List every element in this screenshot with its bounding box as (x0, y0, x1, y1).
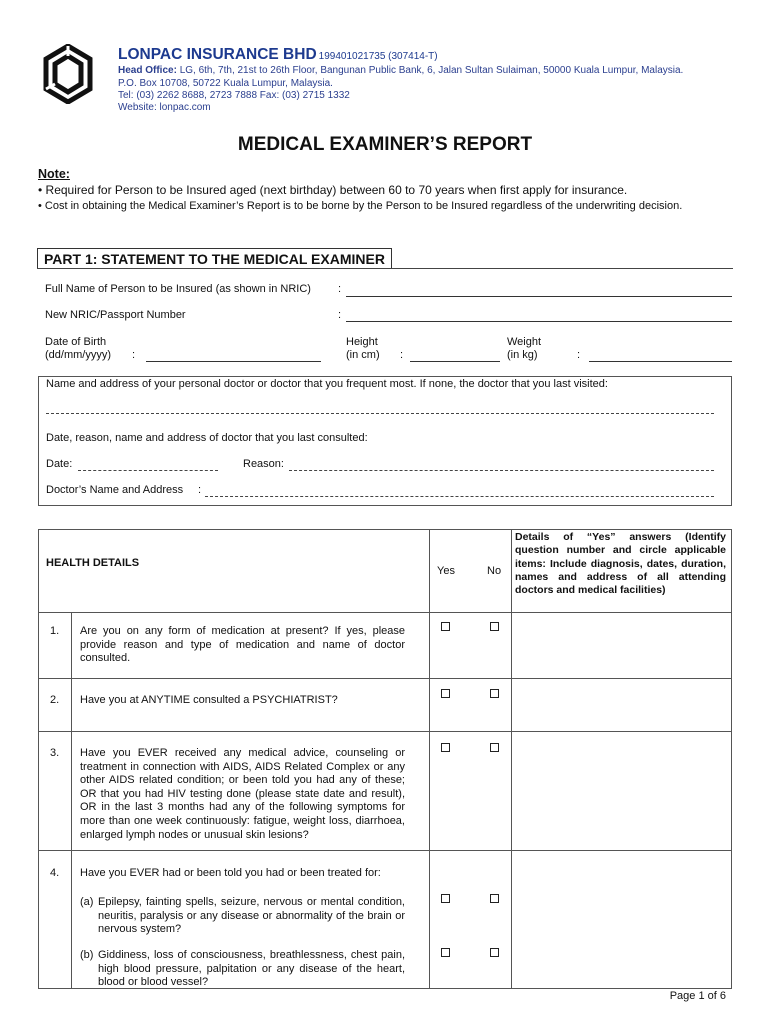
sub-question-label: (b) (80, 949, 94, 961)
question-text: Are you on any form of medication at present? If yes, please provide reason and type of medication and name of doctor consulted. (80, 625, 405, 665)
lonpac-logo (42, 44, 94, 104)
date-label: Date: (46, 458, 73, 470)
last-consulted-label: Date, reason, name and address of doctor that you last consulted: (46, 432, 368, 444)
weight-label: Weight (507, 336, 542, 348)
no-checkbox[interactable] (490, 948, 499, 957)
colon: : (132, 349, 136, 361)
yes-column-header: Yes (437, 565, 455, 577)
yes-checkbox[interactable] (441, 948, 450, 957)
colon: : (198, 484, 202, 496)
question-number: 3. (50, 747, 60, 759)
colon: : (400, 349, 404, 361)
yes-checkbox[interactable] (441, 689, 450, 698)
note-item: • Required for Person to be Insured aged (next birthday) between 60 to 70 years when first apply for insurance. (38, 183, 628, 197)
dob-field[interactable] (146, 360, 321, 362)
nric-label: New NRIC/Passport Number (45, 309, 186, 321)
dob-label: Date of Birth (45, 336, 107, 348)
height-label: Height (346, 336, 378, 348)
question-number: 1. (50, 625, 60, 637)
no-checkbox[interactable] (490, 689, 499, 698)
reason-field[interactable] (289, 469, 714, 471)
doctor-question: Name and address of your personal doctor or doctor that you frequent most. If none, the doctor that you last visited: (46, 378, 608, 390)
doctor-name-field[interactable] (205, 495, 714, 497)
page-title: MEDICAL EXAMINER’S REPORT (237, 134, 533, 155)
dob-format-label: (dd/mm/yyyy) (45, 349, 111, 361)
head-office: Head Office: LG, 6th, 7th, 21st to 26th Floor, Bangunan Public Bank, 6, Jalan Sultan Sulaiman, 50000 Kuala Lumpur, Malaysia. (118, 65, 684, 76)
no-checkbox[interactable] (490, 894, 499, 903)
doctor-address-field[interactable] (46, 412, 714, 414)
full-name-label: Full Name of Person to be Insured (as shown in NRIC) (45, 283, 311, 295)
details-column-header: Details of “Yes” answers (Identify question number and circle applicable items: Include diagnosis, dates, duration, names and address of all attending doctors and medical facilities) (515, 531, 726, 597)
colon: : (577, 349, 581, 361)
question-number: 2. (50, 694, 60, 706)
nric-field[interactable] (346, 320, 732, 322)
company-registration: 199401021735 (307414-T) (318, 51, 438, 62)
weight-unit-label: (in kg) (507, 349, 538, 361)
divider (37, 268, 733, 269)
question-text: Have you EVER had or been told you had or been treated for: (80, 867, 381, 879)
no-column-header: No (487, 565, 502, 577)
yes-checkbox[interactable] (441, 743, 450, 752)
no-checkbox[interactable] (490, 743, 499, 752)
colon: : (338, 309, 342, 321)
full-name-field[interactable] (346, 295, 732, 297)
height-field[interactable] (410, 360, 500, 362)
note-item: • Cost in obtaining the Medical Examiner’s Report is to be borne by the Person to be Insured regardless of the underwriting decision. (38, 200, 683, 212)
date-field[interactable] (78, 469, 218, 471)
weight-field[interactable] (589, 360, 732, 362)
note-heading: Note: (38, 167, 70, 181)
no-checkbox[interactable] (490, 622, 499, 631)
yes-checkbox[interactable] (441, 622, 450, 631)
colon: : (338, 283, 342, 295)
company-name: LONPAC INSURANCE BHD 199401021735 (307414-T) (118, 46, 438, 63)
question-text: Have you at ANYTIME consulted a PSYCHIATRIST? (80, 694, 338, 706)
part1-heading: PART 1: STATEMENT TO THE MEDICAL EXAMINER (37, 248, 392, 269)
doctor-name-label: Doctor’s Name and Address (46, 484, 184, 496)
question-number: 4. (50, 867, 60, 879)
yes-checkbox[interactable] (441, 894, 450, 903)
question-text: Have you EVER received any medical advice, counseling or treatment in connection with AIDS, AIDS Related Complex or any other AIDS related condition; or been told you had any of these; OR that you had HIV testing done (please state date and result), OR in the last 3 months had any of the following symptoms for more than one week continuously: fatigue, weight loss, diarrhoea, enlarged lymph nodes or unusual skin lesions? (80, 747, 405, 841)
health-details-heading: HEALTH DETAILS (46, 557, 140, 569)
height-unit-label: (in cm) (346, 349, 380, 361)
sub-question-text: Giddiness, loss of consciousness, breathlessness, chest pain, high blood pressure, palpitation or any disease of the heart, blood or blood vessel? (98, 949, 405, 989)
tel-fax: Tel: (03) 2262 8688, 2723 7888 Fax: (03) 2715 1332 (118, 90, 350, 101)
page-number: Page 1 of 6 (669, 990, 726, 1002)
sub-question-label: (a) (80, 896, 94, 908)
website: Website: lonpac.com (118, 102, 211, 113)
sub-question-text: Epilepsy, fainting spells, seizure, nervous or mental condition, neuritis, paralysis or any disease or abnormality of the brain or nervous system? (98, 896, 405, 936)
reason-label: Reason: (243, 458, 284, 470)
po-box: P.O. Box 10708, 50722 Kuala Lumpur, Malaysia. (118, 78, 333, 89)
